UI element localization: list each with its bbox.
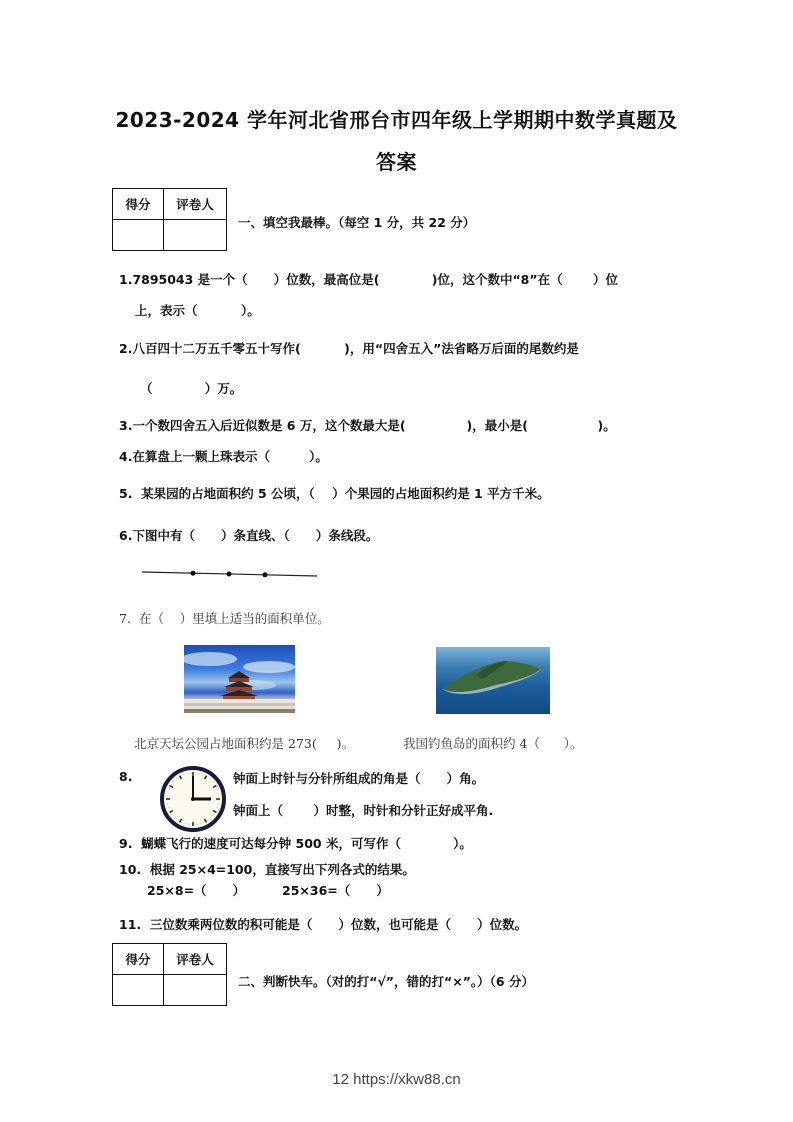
score-cell[interactable] bbox=[113, 220, 164, 251]
question-3: 3.一个数四舍五入后近似数是 6 万，这个数最大是( )，最小是( )。 bbox=[119, 418, 616, 433]
question-8-line2: 钟面上（ ）时整，时针和分针正好成平角. bbox=[233, 803, 494, 818]
temple-of-heaven-photo bbox=[184, 645, 295, 713]
point-icon bbox=[191, 571, 196, 576]
question-2-line2: （ ）万。 bbox=[140, 381, 243, 396]
question-9: 9. 蝴蝶飞行的速度可达每分钟 500 米，可写作（ ）。 bbox=[119, 836, 472, 851]
question-10-b: 25×36=（ ） bbox=[282, 883, 389, 898]
question-8-line1: 钟面上时针与分针所组成的角是（ ）角。 bbox=[233, 771, 485, 786]
score-cell[interactable] bbox=[113, 975, 164, 1006]
section-1-heading: 一、填空我最棒。（每空 1 分，共 22 分） bbox=[238, 215, 476, 230]
grader-header: 评卷人 bbox=[164, 944, 227, 975]
diaoyu-island-photo bbox=[436, 647, 550, 714]
score-header: 得分 bbox=[113, 189, 164, 220]
grader-cell[interactable] bbox=[164, 220, 227, 251]
question-7-caption-2: 我国钓鱼岛的面积约 4（ ）。 bbox=[403, 736, 583, 751]
clock-icon bbox=[158, 765, 228, 833]
question-10-line1: 10. 根据 25×4=100，直接写出下列各式的结果。 bbox=[119, 862, 415, 877]
question-10-a: 25×8=（ ） bbox=[147, 883, 246, 898]
question-11: 11. 三位数乘两位数的积可能是（ ）位数，也可能是（ ）位数。 bbox=[119, 917, 528, 932]
page-footer: 12 https://xkw88.cn bbox=[332, 1071, 461, 1088]
line-with-points-diagram bbox=[140, 566, 320, 582]
grader-header: 评卷人 bbox=[164, 189, 227, 220]
question-8-number: 8. bbox=[119, 769, 133, 784]
question-7: 7. 在（ ）里填上适当的面积单位。 bbox=[119, 611, 330, 626]
question-1-line1: 1.7895043 是一个（ ）位数，最高位是( )位，这个数中“8”在（ ）位 bbox=[119, 272, 619, 287]
question-5: 5. 某果园的占地面积约 5 公顷，（ ）个果园的占地面积约是 1 平方千米。 bbox=[119, 486, 550, 501]
question-6: 6.下图中有（ ）条直线、（ ）条线段。 bbox=[119, 528, 379, 543]
score-table-1 bbox=[112, 188, 227, 251]
point-icon bbox=[227, 572, 232, 577]
question-7-caption-1: 北京天坛公园占地面积约是 273( )。 bbox=[134, 736, 354, 751]
point-icon bbox=[263, 572, 268, 577]
question-1-line2: 上，表示（ ）。 bbox=[135, 303, 260, 318]
section-2-heading: 二、判断快车。（对的打“√”，错的打“×”。）（6 分） bbox=[238, 974, 534, 989]
score-table-2 bbox=[112, 943, 227, 1006]
grader-cell[interactable] bbox=[164, 975, 227, 1006]
question-4: 4.在算盘上一颗上珠表示（ ）。 bbox=[119, 449, 328, 464]
document-title-line2: 答案 bbox=[376, 150, 417, 174]
question-2-line1: 2.八百四十二万五千零五十写作( )，用“四舍五入”法省略万后面的尾数约是 bbox=[119, 341, 579, 356]
document-title-line1: 2023-2024 学年河北省邢台市四年级上学期期中数学真题及 bbox=[115, 108, 678, 132]
score-header: 得分 bbox=[113, 944, 164, 975]
